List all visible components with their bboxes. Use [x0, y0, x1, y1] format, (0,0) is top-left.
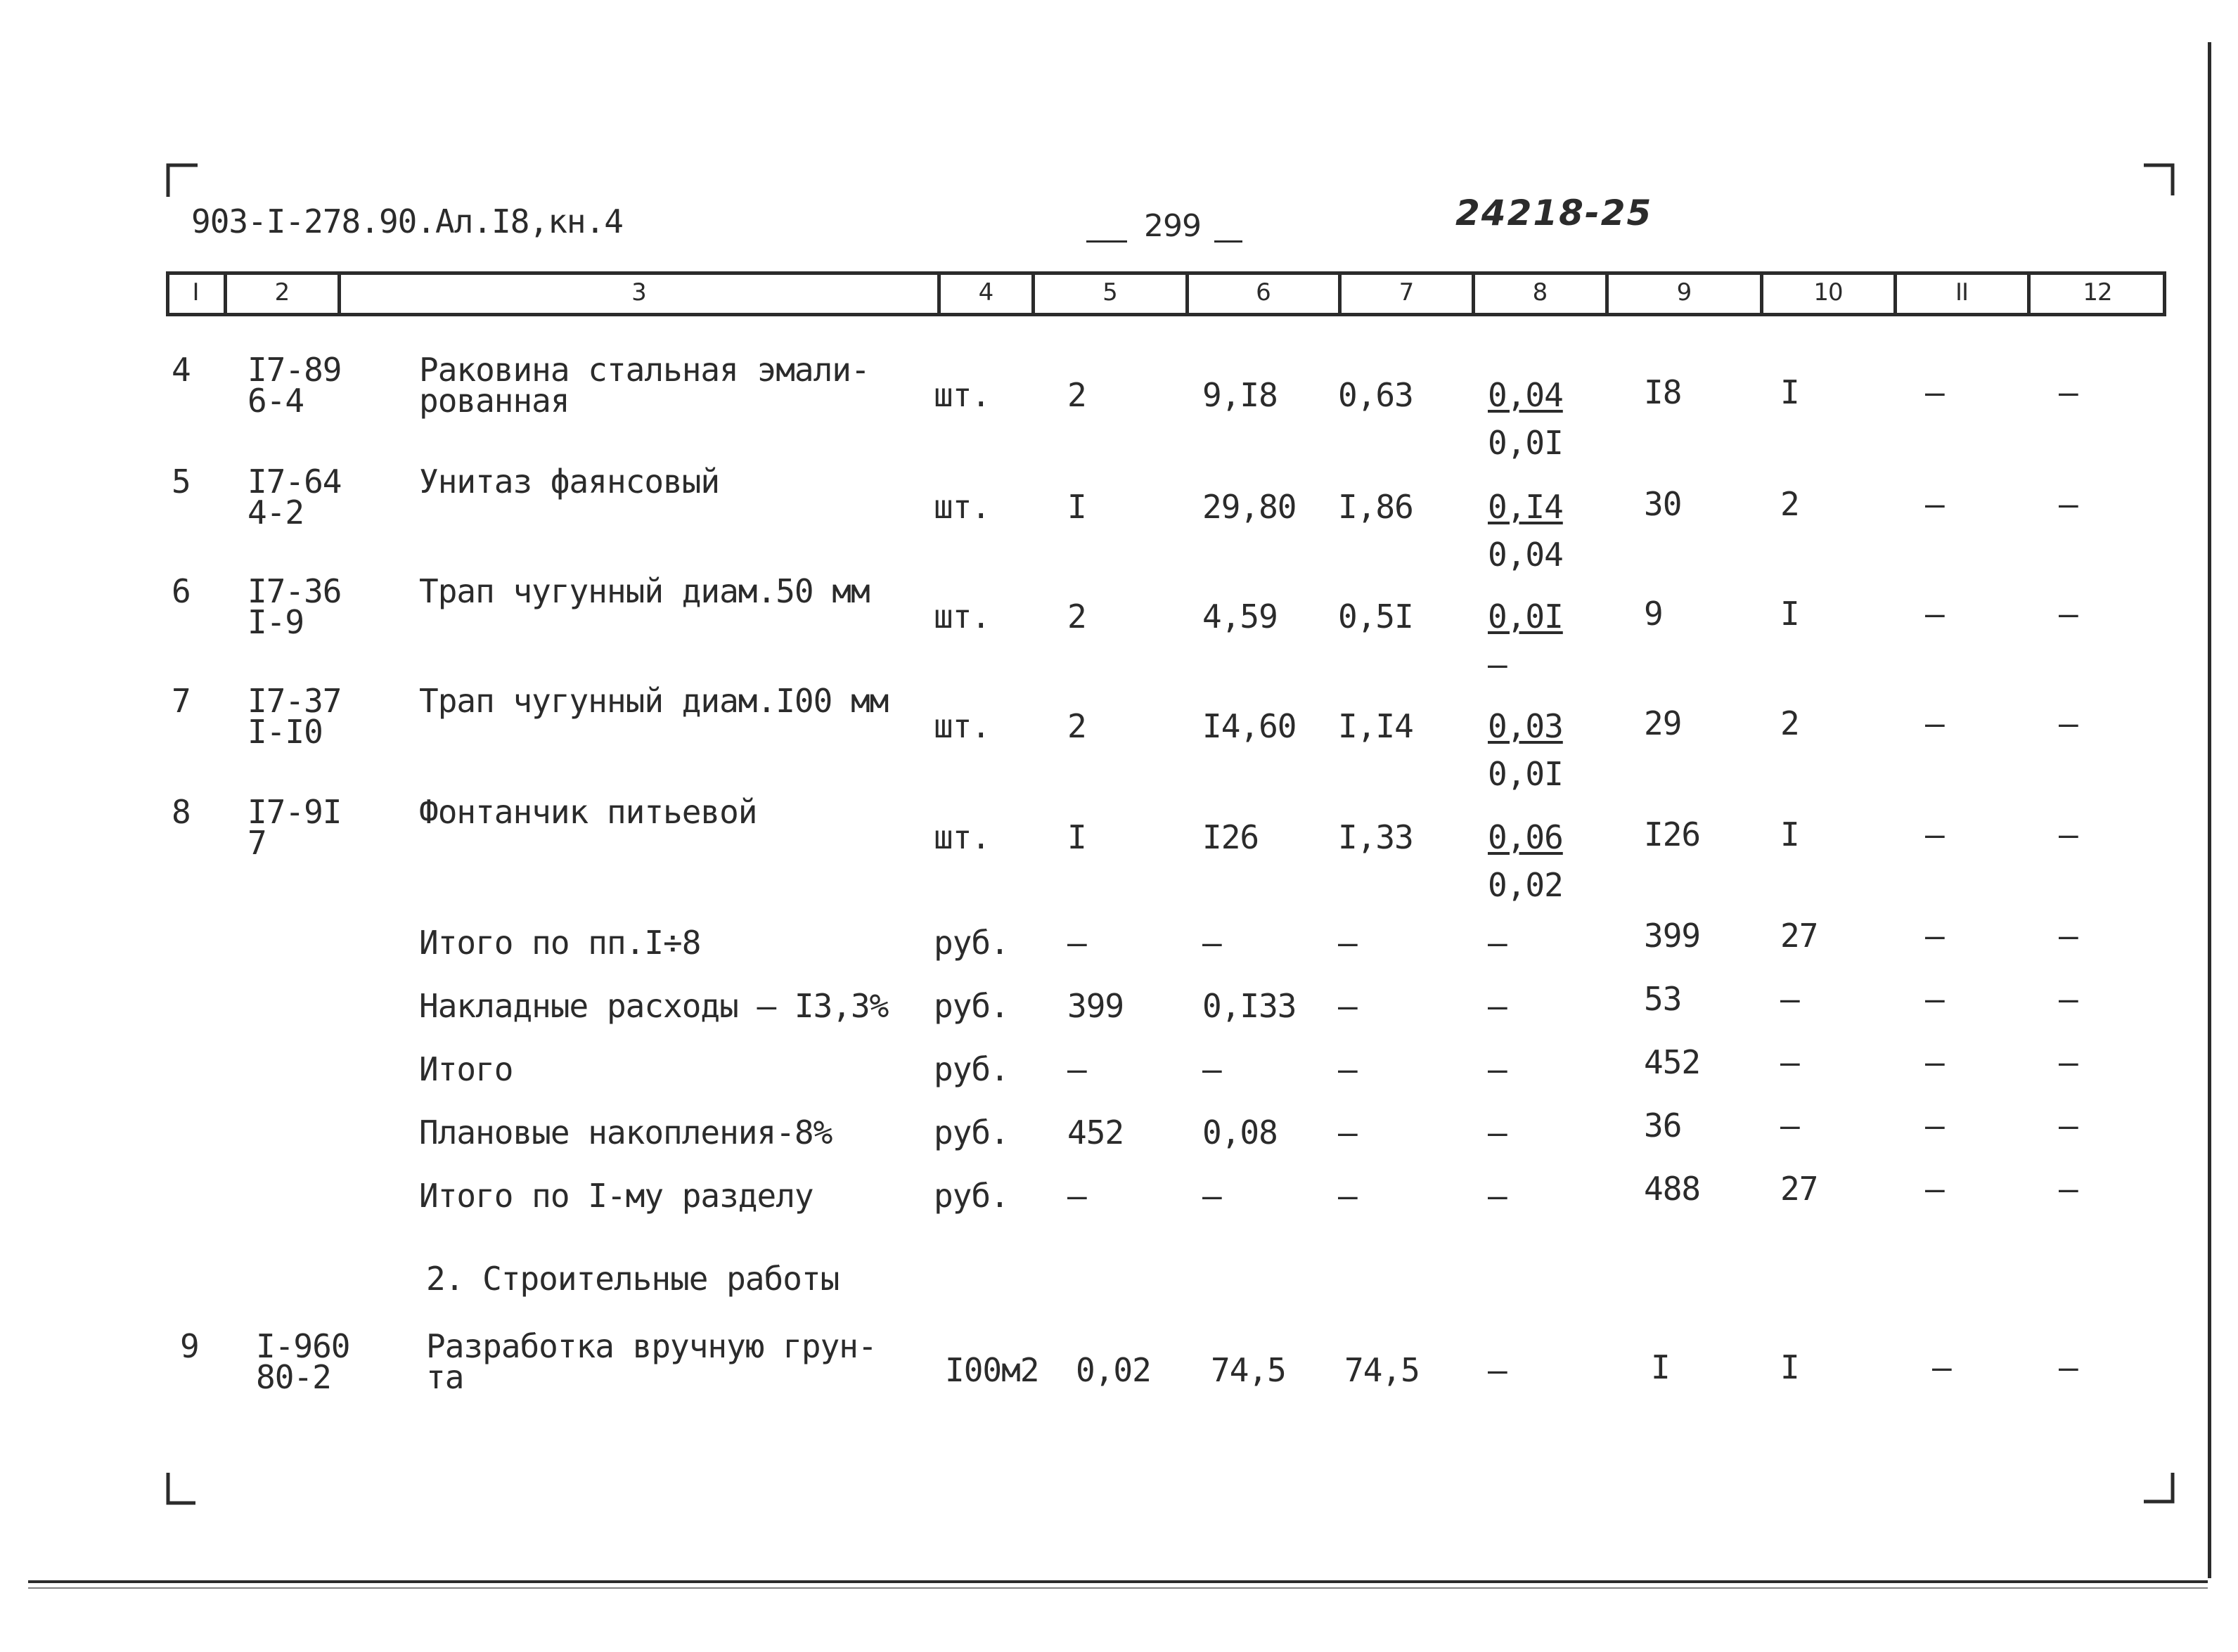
machine-wage-cell: 0,0I [1488, 755, 1563, 793]
quantity-cell: I [1067, 818, 1086, 856]
column-label: 2 [274, 278, 290, 306]
corner-mark-top-right [2142, 163, 2177, 198]
unit-cell: шт. [934, 376, 991, 414]
unit-cost-cell: 0,08 [1202, 1114, 1278, 1151]
rate-code: 80-2 [256, 1358, 331, 1396]
wage-cost-cell: 0,5I [1338, 598, 1413, 635]
work-name: Трап чугунный диам.50 мм [419, 572, 870, 610]
total-cost-cell: 399 [1644, 917, 1701, 955]
row-number: 9 [180, 1327, 199, 1365]
total-wage-cell: I [1780, 1348, 1799, 1386]
page-bottom-rule-thin [28, 1587, 2208, 1589]
quantity-cell: – [1067, 1177, 1086, 1215]
column-label: 12 [2083, 278, 2112, 306]
wage-cost-cell: – [1338, 1177, 1357, 1215]
machine-wage-cell: – [1488, 645, 1507, 683]
column-label: 5 [1102, 278, 1117, 306]
total-wage-cell: – [1780, 1106, 1799, 1144]
machine-cost-cell: – [1488, 924, 1507, 962]
unit-cost-cell: – [1202, 1050, 1221, 1088]
total-wage-cell: I [1780, 373, 1799, 411]
work-name: та [426, 1358, 464, 1396]
rate-code: I-960 [256, 1327, 350, 1365]
total-wage-cell: 2 [1780, 485, 1799, 523]
rate-code: 6-4 [247, 382, 304, 420]
machine-wage-cell: 0,0I [1488, 424, 1563, 462]
row-number: 8 [172, 793, 191, 831]
rate-code: I7-64 [247, 463, 342, 501]
rate-code: I7-9I [247, 793, 342, 831]
row-number: 6 [172, 572, 191, 610]
column-label: 6 [1256, 278, 1271, 306]
row-number: 4 [172, 351, 191, 389]
column-label: 9 [1676, 278, 1692, 306]
quantity-cell: 2 [1067, 598, 1086, 635]
unit-cell: шт. [934, 488, 991, 526]
wage-cost-cell: I,I4 [1338, 707, 1413, 745]
column-label: 4 [978, 278, 993, 306]
row-number: 5 [172, 463, 191, 501]
col12-cell: – [2059, 704, 2078, 742]
row-number: 7 [172, 682, 191, 720]
col11-cell: – [1925, 815, 1944, 853]
unit-cost-cell: 74,5 [1211, 1351, 1286, 1389]
total-cost-cell: I [1651, 1348, 1670, 1386]
machine-cost-cell: 0,0I [1488, 598, 1563, 635]
machine-cost-cell: 0,04 [1488, 376, 1563, 414]
unit-cost-cell: 29,80 [1202, 488, 1297, 526]
col12-cell: – [2059, 373, 2078, 411]
unit-cost-cell: – [1202, 1177, 1221, 1215]
quantity-cell: 399 [1067, 987, 1124, 1025]
machine-cost-cell: – [1488, 987, 1507, 1025]
column-label: 7 [1398, 278, 1414, 306]
total-cost-cell: I8 [1644, 373, 1682, 411]
unit-cell: руб. [934, 1114, 1009, 1151]
unit-cost-cell: 0,I33 [1202, 987, 1297, 1025]
work-name: Раковина стальная эмали- [419, 351, 870, 389]
machine-cost-cell: – [1488, 1050, 1507, 1088]
col12-cell: – [2059, 1348, 2078, 1386]
total-wage-cell: 27 [1780, 917, 1818, 955]
document-code: 903-I-278.90.Ал.I8,кн.4 [191, 202, 623, 240]
wage-cost-cell: – [1338, 1114, 1357, 1151]
col12-cell: – [2059, 1106, 2078, 1144]
col12-cell: – [2059, 917, 2078, 955]
total-cost-cell: 29 [1644, 704, 1682, 742]
wage-cost-cell: I,86 [1338, 488, 1413, 526]
rate-code: I7-37 [247, 682, 342, 720]
page-bottom-rule [28, 1580, 2208, 1583]
totals-label: Плановые накопления-8% [419, 1114, 832, 1151]
wage-cost-cell: 0,63 [1338, 376, 1413, 414]
total-wage-cell: 2 [1780, 704, 1799, 742]
col12-cell: – [2059, 1043, 2078, 1081]
work-name: Унитаз фаянсовый [419, 463, 720, 501]
col11-cell: – [1925, 485, 1944, 523]
rate-code: I-9 [247, 603, 304, 641]
quantity-cell: 2 [1067, 376, 1086, 414]
col11-cell: – [1925, 1043, 1944, 1081]
unit-cost-cell: 4,59 [1202, 598, 1278, 635]
page-number: 299 [1144, 208, 1201, 244]
total-wage-cell: 27 [1780, 1170, 1818, 1208]
page-number-dash-left [1086, 240, 1127, 243]
page-number-dash-right [1214, 240, 1242, 243]
quantity-cell: 0,02 [1076, 1351, 1151, 1389]
unit-cost-cell: I4,60 [1202, 707, 1297, 745]
rate-code: I7-36 [247, 572, 342, 610]
col11-cell: – [1925, 980, 1944, 1018]
col11-cell: – [1925, 1170, 1944, 1208]
rate-code: I-I0 [247, 713, 323, 751]
col11-cell: – [1925, 917, 1944, 955]
rate-code: I7-89 [247, 351, 342, 389]
total-cost-cell: 488 [1644, 1170, 1701, 1208]
col12-cell: – [2059, 815, 2078, 853]
rate-code: 4-2 [247, 493, 304, 531]
unit-cell: руб. [934, 1050, 1009, 1088]
corner-mark-bottom-right [2142, 1471, 2177, 1506]
unit-cell: шт. [934, 707, 991, 745]
machine-cost-cell: 0,I4 [1488, 488, 1563, 526]
col11-cell: – [1925, 373, 1944, 411]
machine-cost-cell: – [1488, 1351, 1507, 1389]
section-title: 2. Строительные работы [426, 1260, 840, 1298]
col11-cell: – [1925, 1106, 1944, 1144]
totals-label: Итого по пп.I÷8 [419, 924, 701, 962]
column-label: 10 [1813, 278, 1843, 306]
col12-cell: – [2059, 980, 2078, 1018]
column-label: 8 [1532, 278, 1548, 306]
machine-cost-cell: 0,03 [1488, 707, 1563, 745]
machine-cost-cell: 0,06 [1488, 818, 1563, 856]
col11-cell: – [1925, 704, 1944, 742]
column-label: 3 [631, 278, 646, 306]
work-name: рованная [419, 382, 570, 420]
total-cost-cell: I26 [1644, 815, 1701, 853]
totals-label: Итого по I-му разделу [419, 1177, 813, 1215]
unit-cell: шт. [934, 598, 991, 635]
work-name: Трап чугунный диам.I00 мм [419, 682, 889, 720]
unit-cost-cell: 9,I8 [1202, 376, 1278, 414]
corner-mark-top-left [166, 163, 201, 198]
total-wage-cell: I [1780, 595, 1799, 633]
rate-code: 7 [247, 824, 266, 862]
col12-cell: – [2059, 1170, 2078, 1208]
work-name: Разработка вручную грун- [426, 1327, 877, 1365]
corner-mark-bottom-left [166, 1471, 201, 1506]
col11-cell: – [1925, 595, 1944, 633]
unit-cell: руб. [934, 924, 1009, 962]
column-label: I [192, 278, 199, 306]
quantity-cell: 2 [1067, 707, 1086, 745]
quantity-cell: 452 [1067, 1114, 1124, 1151]
col12-cell: – [2059, 595, 2078, 633]
col11-cell: – [1932, 1348, 1951, 1386]
total-cost-cell: 452 [1644, 1043, 1701, 1081]
unit-cost-cell: I26 [1202, 818, 1259, 856]
total-wage-cell: – [1780, 1043, 1799, 1081]
quantity-cell: – [1067, 924, 1086, 962]
unit-cell: руб. [934, 987, 1009, 1025]
col12-cell: – [2059, 485, 2078, 523]
total-cost-cell: 53 [1644, 980, 1682, 1018]
quantity-cell: I [1067, 488, 1086, 526]
page-number-block [1086, 208, 1248, 246]
total-cost-cell: 36 [1644, 1106, 1682, 1144]
total-cost-cell: 30 [1644, 485, 1682, 523]
unit-cell: руб. [934, 1177, 1009, 1215]
wage-cost-cell: – [1338, 924, 1357, 962]
page-right-border [2208, 42, 2211, 1578]
unit-cell: шт. [934, 818, 991, 856]
wage-cost-cell: 74,5 [1344, 1351, 1420, 1389]
total-wage-cell: – [1780, 980, 1799, 1018]
work-name: Фонтанчик питьевой [419, 793, 757, 831]
machine-cost-cell: – [1488, 1114, 1507, 1151]
machine-cost-cell: – [1488, 1177, 1507, 1215]
wage-cost-cell: – [1338, 987, 1357, 1025]
handwritten-number: 24218-25 [1455, 193, 1653, 233]
totals-label: Итого [419, 1050, 513, 1088]
quantity-cell: – [1067, 1050, 1086, 1088]
unit-cell: I00м2 [945, 1351, 1039, 1389]
total-wage-cell: I [1780, 815, 1799, 853]
machine-wage-cell: 0,02 [1488, 866, 1563, 904]
unit-cost-cell: – [1202, 924, 1221, 962]
machine-wage-cell: 0,04 [1488, 536, 1563, 574]
totals-label: Накладные расходы – I3,3% [419, 987, 889, 1025]
wage-cost-cell: – [1338, 1050, 1357, 1088]
column-label: II [1955, 278, 1969, 306]
total-cost-cell: 9 [1644, 595, 1663, 633]
wage-cost-cell: I,33 [1338, 818, 1413, 856]
